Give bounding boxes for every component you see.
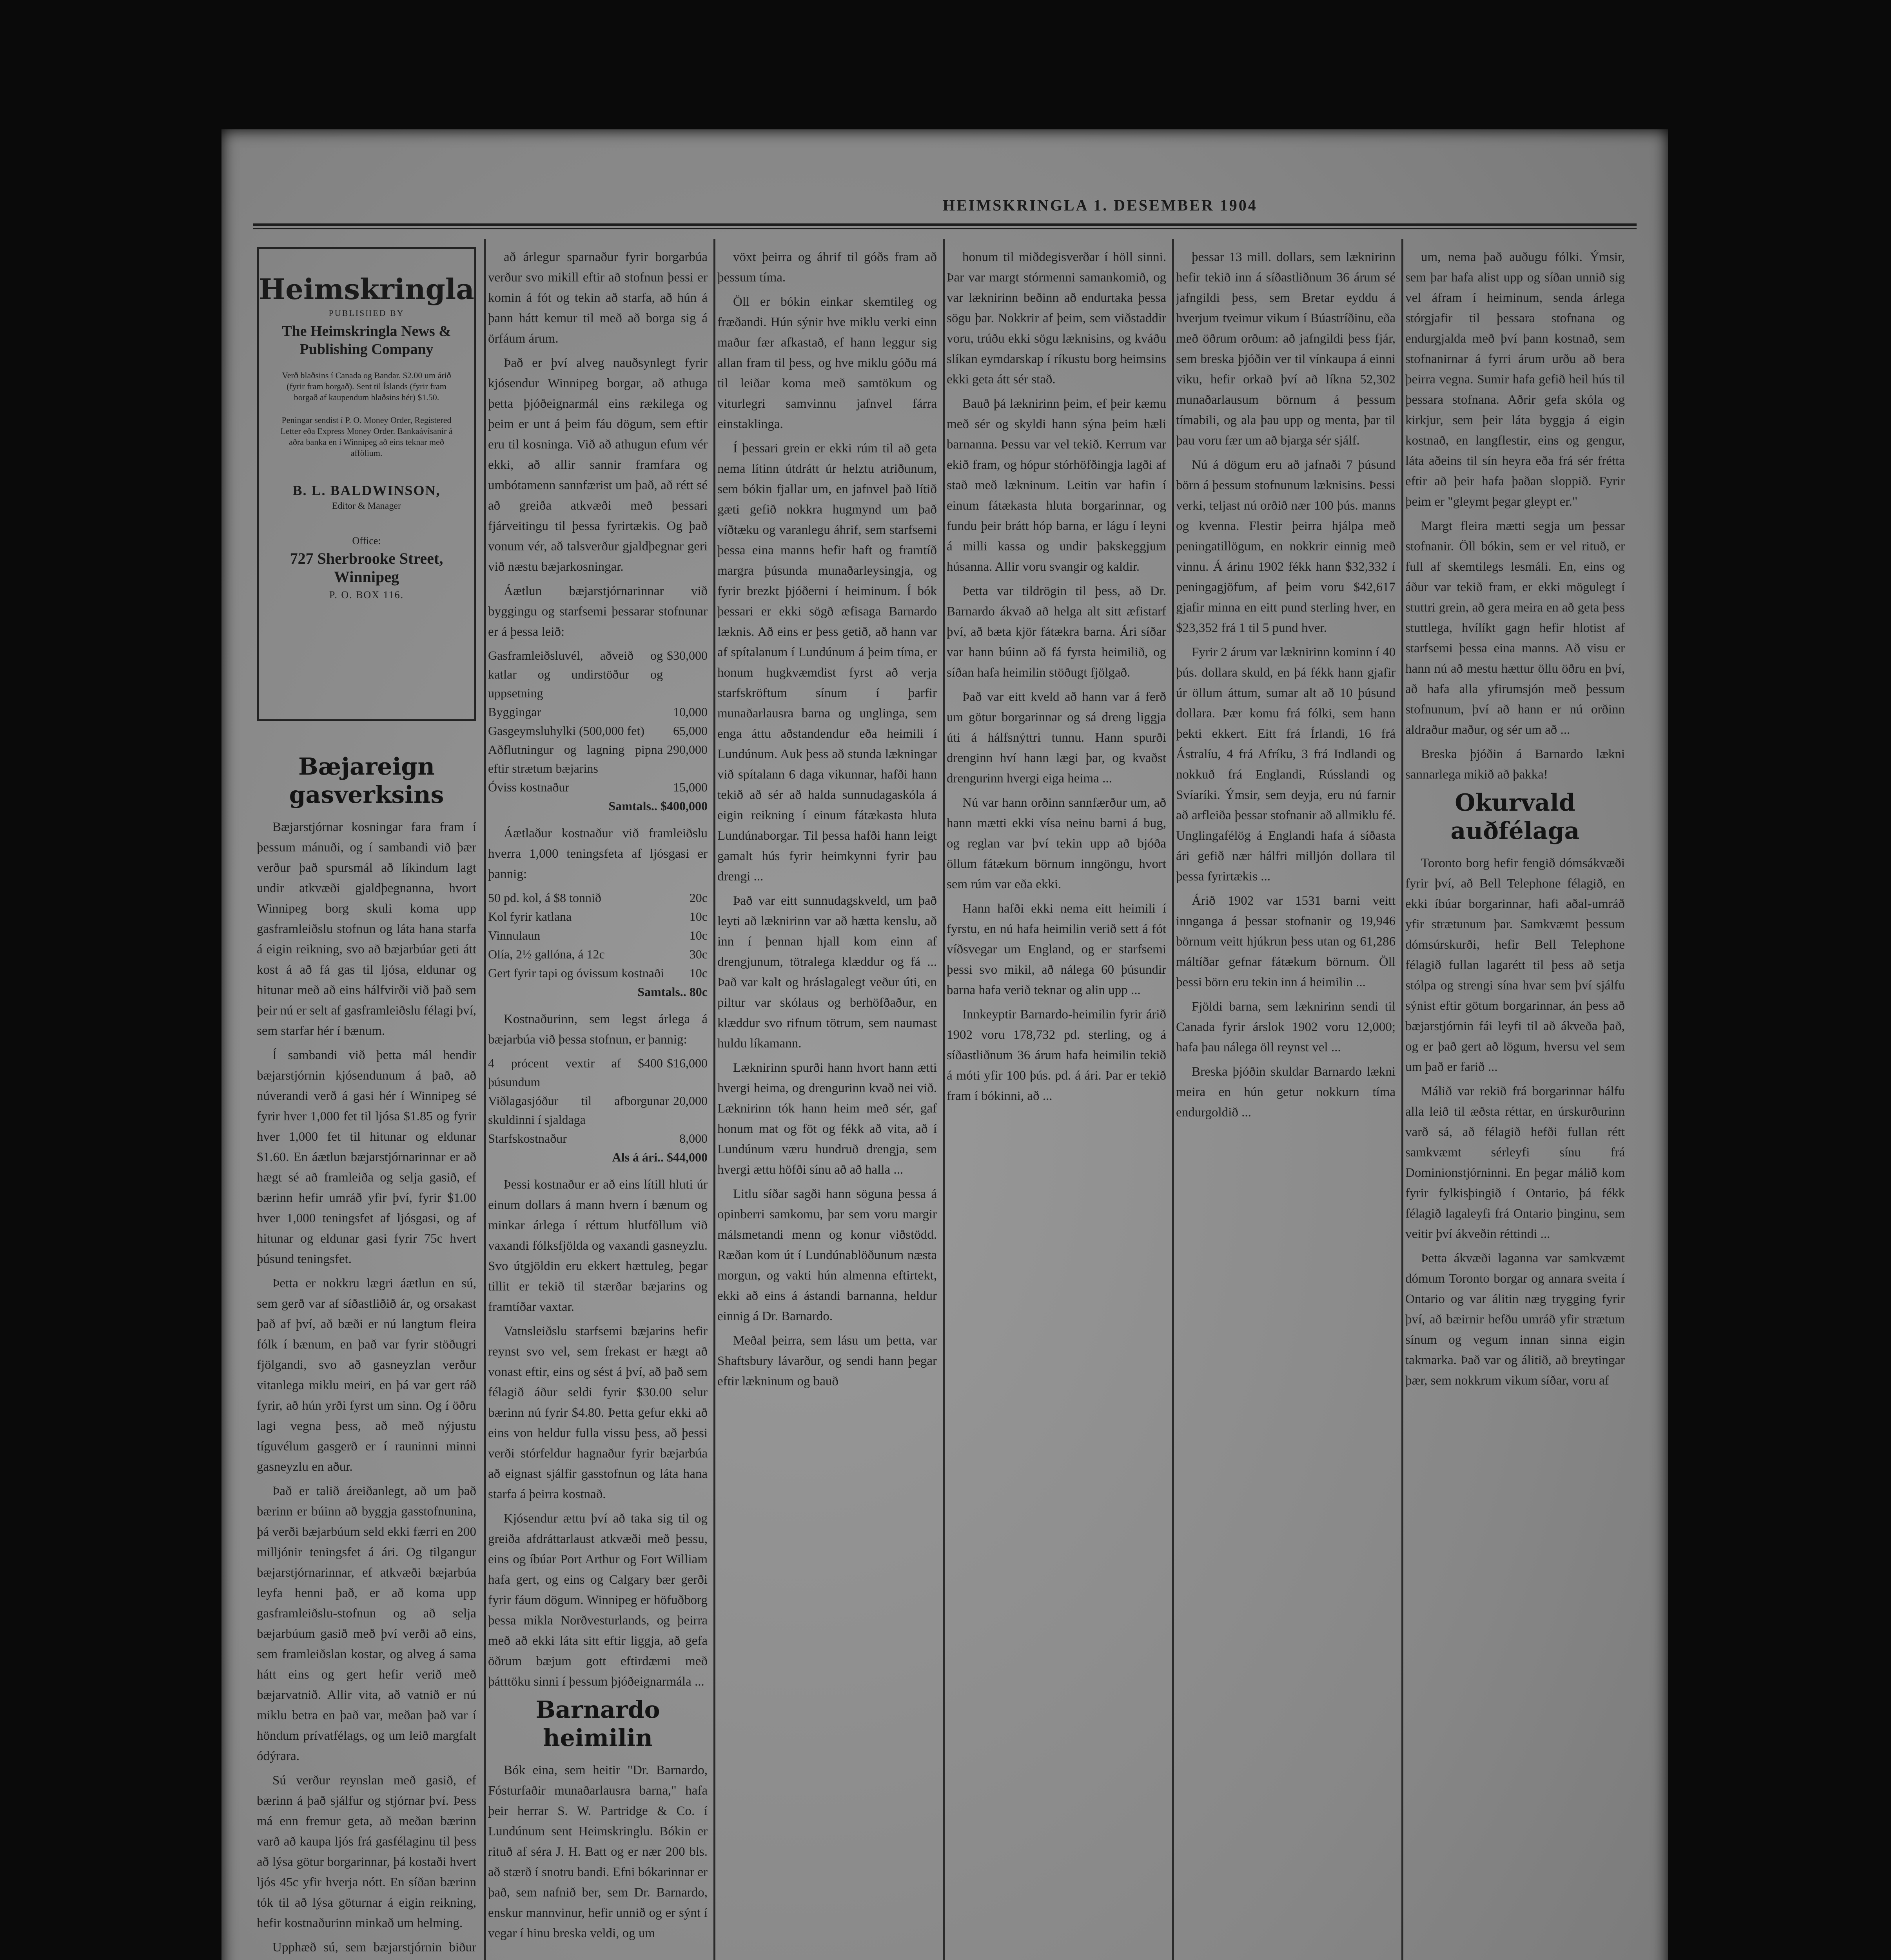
column-divider (1172, 239, 1174, 1960)
column-2-body-bottom (488, 1174, 708, 1692)
ledger-amount: 10c (689, 928, 708, 942)
ledger-row (488, 1129, 708, 1148)
paragraph: Fjöldi barna, sem læknirinn sendi til Canada fyrir árslok 1902 voru 12,000; hafa þau nálega öll reynst vel ... (1176, 1000, 1396, 1054)
paragraph: Breska þjóðin á Barnardo lækni sannarlega mikið að þakka! (1405, 747, 1625, 782)
article-heading-gasworks: Bæjareign gasverksins (289, 753, 444, 809)
column-1-body (257, 817, 476, 1960)
ledger-item: Viðlagasjóður til afborgunar skuldinni í sjaldaga (488, 1094, 669, 1127)
paragraph: Bauð þá læknirinn þeim, ef þeir kæmu með sér og skyldi hann sýna þeim hæli barnanna. Þessu var vel tekið. Kerrum var ekið fram, og hópur stórhöfðingja lagði af stað með lækninum. Leitin var hafin í einum fátækasta hluta borgarinnar, og fundu þeir brátt hóp barna, er lágu í leyni á milli kassa og undir þakskeggjum húsanna. Allir voru svangir og kaldir. (947, 397, 1166, 574)
paragraph: Þetta er nokkru lægri áætlun en sú, sem gerð var af síðastliðið ár, og orsakast það af því, að bæði er nú langtum fleira fólk í bænum, en það var fyrir stöðugri fjölgandi, svo að gasneyzlan verður vitanlega miklu meiri, en þá var gert ráð fyrir, að hún yrði fyrst um sinn. Og í öðru lagi vegna þess, að með nýjustu tíguvélum gasgerð er í rauninni minni gasneyzlu en aður. (257, 1276, 476, 1474)
column-6 (1405, 247, 1625, 1960)
column-2-body-top (488, 247, 708, 642)
masthead-publisher: The Heimskringla News & Publishing Company (282, 323, 451, 358)
ledger-item: Gasframleiðsluvél, aðveið og katlar og undirstöður og uppsetning (488, 648, 663, 700)
column-4-body (947, 247, 1166, 1106)
paragraph: Upphæð sú, sem bæjarstjórnin biður (272, 1940, 476, 1955)
column-5-body (1176, 247, 1396, 1123)
paragraph: Það var eitt sunnudagskveld, um það leyti að læknirinn var að hætta kenslu, að inn í þennan hjall kom einn af drengjunum, tötralega klæddur og fá ... Það var kalt og hráslagalegt veður úti, en piltur var skólaus og berhöfðaður, en klæddur svo rifnum tötrum, sem naumast huldu líkamann. (717, 894, 937, 1051)
ledger-amount: 30c (689, 947, 708, 961)
paragraph: Hann hafði ekki nema eitt heimili í fyrstu, en nú hafa heimilin verið sett á fót víðsvegar um England, og er starfsemi þessi svo mikil, að nálega 60 þúsundir barna hafa verið teknar og alin upp ... (947, 902, 1166, 997)
masthead-published-by: PUBLISHED BY (328, 308, 405, 318)
masthead-remittance: Peningar sendist í P. O. Money Order, Registered Letter eða Express Money Order. Bankaávísanir á aðra banka en í Winnipeg að eins teknar með affölium. (280, 415, 453, 458)
cost-ledger-construction (488, 646, 708, 815)
column-2-body-mid2 (488, 1009, 708, 1050)
ledger-amount: $30,000 (667, 648, 708, 662)
paragraph: Þetta ákvæði laganna var samkvæmt dómum Toronto borgar og annara sveita í Ontario og var álitin næg trygging fyrir því, að bæirnir hefðu umráð yfir strætum sínum og vegum innan sinna eigin takmarka. Það var og álitið, að breytingar þær, sem nokkrum vikum síðar, voru af (1405, 1251, 1625, 1388)
paragraph: Bæjarstjórnar kosningar fara fram í þessum mánuði, og í sambandi við þær verður það spursmál að líkindum lagt undir atkvæði gjaldþegnanna, hvort Winnipeg borg skuli koma upp gasframleiðslu stofnun og láta hana starfa á eigin reikning, svo að bæjarbúar geti átt kost á að fá gas til ljósa, eldunar og hitunar með að eins hálfvirði við það sem þeir nú er selt af gasframleiðslu félagi því, sem starfar hér í bænum. (257, 820, 476, 1038)
paragraph: Vatnsleiðslu starfsemi bæjarins hefir reynst svo vel, sem frekast er hægt að vonast eftir, eins og sést á því, að það sem félagið áður seldi fyrir $30.00 selur bærinn nú fyrir $4.80. Þetta gefur ekki að eins von heldur fulla vissu þess, að þessi verði stórfeldur hagnaður fyrir bæjarbúa að eignast sjálfir gasstofnun og láta hana starfa á þeirra kostnað. (488, 1324, 708, 1501)
ledger-item: Byggingar (488, 705, 541, 719)
paragraph: Kostnaðurinn, sem legst árlega á bæjarbúa við þessa stofnun, er þannig: (488, 1012, 708, 1047)
ledger-row (488, 740, 708, 778)
column-2 (488, 247, 708, 1960)
ledger-row (488, 778, 708, 797)
paragraph: honum til miðdegisverðar í höll sinni. Þar var margt stórmenni samankomið, og var læknirinn beðinn að endurtaka þessa sögu þar. Nokkrir af þeim, sem viðstaddir voru, trúðu ekki sögu læknisins, og kváðu slíkan eymdarskap í ríkustu borg heimsins ekki geta átt sér stað. (947, 250, 1166, 387)
column-divider (713, 239, 715, 1960)
ledger-row (488, 1091, 708, 1129)
paragraph: Sú verður reynslan með gasið, ef bærinn á það sjálfur og stjórnar því. Þess má enn fremur geta, að meðan bærinn varð að kaupa ljós frá gasfélaginu til þess að lýsa götur borgarinnar, þá kostaði hvert ljós 45c yfir hverja nótt. En síðan bærinn tók til að lýsa göturnar á eigin reikning, hefir kostnaðurinn minkað um helming. (257, 1773, 476, 1930)
ledger-item: Vinnulaun (488, 928, 541, 942)
ledger-row (488, 888, 708, 907)
ledger-amount: 10c (689, 966, 708, 980)
newspaper-page (221, 129, 1668, 1960)
paragraph: um, nema það auðugu fólki. Ýmsir, sem þar hafa alist upp og síðan unnið sig vel áfram í heiminum, senda árlega stórgjafir til þessara stofnana og endurgjalda með því þann kostnað, sem stofnanirnar á fyrri árum urðu að bera þeirra vegna. Sumir hafa gefið heil hús til þessara stofnana. Aðrir gefa skóla og kirkjur, sem þeir láta byggja á eigin kostnað, en langflestir, eins og gengur, láta aðeins til sín heyra eða frá sér frétta eftir að þeir hafa þaðan sloppið. Fyrir þeim er "gleymt þegar gleypt er." (1405, 250, 1625, 509)
masthead-office-label: Office: (352, 535, 381, 546)
paragraph: að árlegur sparnaður fyrir borgarbúa verður svo mikill eftir að stofnun þessi er komin á fót og tekin að starfa, að hún á þann hátt kemur til með að borga sig á örfáum árum. (488, 250, 708, 346)
ledger-item: Óviss kostnaður (488, 780, 570, 794)
paragraph: Árið 1902 var 1531 barni veitt innganga á þessar stofnanir og 19,946 börnum veitt hjúkrun þess utan og 61,286 máltíðar gefnar fátækum börnum. Öll þessi börn eru tekin inn á heimilin ... (1176, 894, 1396, 989)
top-rule (253, 223, 1637, 226)
top-rule-thin (253, 228, 1637, 229)
paragraph: Það er því alveg nauðsynlegt fyrir kjósendur Winnipeg borgar, að athuga þetta þjóðeignarmál eins rækilega og þeim er unt á þeim fáu dögum, sem eftir eru til kosninga. Við að athugun efum vér ekki, að allir sannir framfara og umbótamenn sannfærist um það, að rétt sé að greiða atkvæði með þessari fjárveitingu til þessa fyrirtækis. Og það vonum vér, að talsverður gjaldþegnar geri við næstu bæjarkosningar. (488, 356, 708, 574)
ledger-amount: 8,000 (679, 1131, 708, 1145)
ledger-item: Kol fyrir katlana (488, 909, 572, 924)
paragraph: Bók eina, sem heitir "Dr. Barnardo, Fósturfaðir munaðarlausra barna," hafa þeir herrar S. W. Partridge & Co. í Lundúnum sent Heimskringlu. Bókin er rituð af séra J. H. Batt og er nær 200 bls. að stærð í snotru bandi. Efni bókarinnar er það, sem nafnið ber, sem Dr. Barnardo, enskur mannvinur, hefir unnið og er sýnt í vegar í hinu breska veldi, og um (488, 1763, 708, 1940)
paragraph: Í þessari grein er ekki rúm til að geta nema lítinn útdrátt úr helztu atriðunum, sem bókin fjallar um, en jafnvel það lítið gæti gefið nokkra hugmynd um það víðtæku og varanlegu áhrif, sem starfsemi þessa eina manns hefir haft og framtíð margra þúsunda munaðarleysingja, og fyrir brezkt þjóðerni í heiminum. Í bók þessari er ekki sögð æfisaga Barnardo læknis. Að eins er þess getið, að hann var af spítalanum í Lundúnum á þeim tíma, er honum hugkvæmdist fyrst að verja starfskröftum sínum í þarfir munaðarlausra barna og unglinga, sem enga áttu aðstandendur eða heimili í Lundúnum. Auk þess að stunda lækningar við spítalann 6 daga vikunnar, hafði hann tekið að sér að halda sunnudagaskóla á eigin reikning í einum fátækasta hluta Lundúnaborgar. Til þessa hafði hann leigt gamalt hús fyrir heimkynni fyrir þau drengi ... (717, 441, 937, 884)
paragraph: Meðal þeirra, sem lásu um þetta, var Shaftsbury lávarður, og sendi hann þegar eftir lækninum og bauð (717, 1334, 937, 1388)
ledger-amount: 20,000 (673, 1094, 708, 1108)
column-1 (257, 749, 476, 1960)
paragraph: Áætlun bæjarstjórnarinnar við byggingu og starfsemi þessarar stofnunar er á þessa leið: (488, 584, 708, 639)
paragraph: vöxt þeirra og áhrif til góðs fram að þessum tíma. (717, 250, 937, 285)
ledger-total: Als á ári.. $44,000 (612, 1150, 708, 1164)
column-divider (1401, 239, 1403, 1960)
paragraph: Læknirinn spurði hann hvort hann ætti hvergi heima, og drengurinn kvað nei við. Læknirinn tók hann heim með sér, gaf honum mat og föt og fékk að vita, að í Lundúnum væru hundruð drengja, sem hvergi ættu höfði sínu að að halla ... (717, 1061, 937, 1177)
column-3-body (717, 247, 937, 1392)
masthead-title: Heimskringla (259, 272, 474, 306)
masthead (257, 247, 476, 721)
article-heading-barnardo: Barnardo heimilin (535, 1696, 660, 1752)
column-6-body-bottom (1405, 853, 1625, 1391)
ledger-item: Aðflutningur og lagning pipna eftir strætum bæjarins (488, 742, 663, 775)
cost-ledger-annual (488, 1054, 708, 1167)
column-3 (717, 247, 937, 1960)
paragraph: Þessi kostnaður er að eins lítill hluti úr einum dollars á mann hvern í bænum og minkar árlega í réttum hlutföllum við vaxandi fólksfjölda og vaxandi gasneyzlu. Svo útgjöldin eru ekkert hættuleg, þegar tillit er tekið til stærðar bæjarins og framtíðar vaxtar. (488, 1178, 708, 1314)
ledger-row (488, 646, 708, 702)
paragraph: Nú var hann orðinn sannfærður um, að hann mætti ekki vísa neinu barni á bug, og reglan var því tekin upp að bjóða öllum fátækum börnum inngöngu, hvort sem rúm var eða ekki. (947, 796, 1166, 891)
paragraph: Innkeyptir Barnardo-heimilin fyrir árið 1902 voru 178,732 pd. sterling, og á síðastliðnum 36 árum hafa heimilin tekið á móti yfir 100 þús. pd. á ári. Þar er tekið fram í bókinni, að ... (947, 1007, 1166, 1103)
ledger-amount: 65,000 (673, 724, 708, 738)
paragraph: Það er talið áreiðanlegt, að um það bærinn er búinn að byggja gasstofnunina, þá verði bæjarbúum seld ekki færri en 200 milljónir teningsfet á ári. Og tilgangur bæjarstjórnarinnar, ef atkvæði bæjarbúa leyfa henni það, er að koma upp gasframleiðslu-stofnun og að selja bæjarbúum gasið með því verði að eins, sem framleiðslan kostar, og alveg á sama hátt eins og gert hefir verið með bæjarvatnið. Allir vita, að vatnið er nú miklu betra en það var, meðan það var í höndum prívatfélags, og um leið margfalt ódýrara. (257, 1484, 476, 1763)
column-2-body-mid (488, 823, 708, 884)
paragraph: Öll er bókin einkar skemtileg og fræðandi. Hún sýnir hve miklu verki einn maður fær afkastað, ef hann leggur sig allan fram til þess, og hve miklu góðu má til leiðar koma með samtökum og viturlegri samvinnu jafnvel fárra einstaklinga. (717, 295, 937, 431)
paragraph: Litlu síðar sagði hann söguna þessa á opinberri samkomu, þar sem voru margir málsmetandi menn og konur viðstödd. Ræðan kom út í Lundúnablöðunum næsta morgun, og vakti hún almenna eftirtekt, ekki að eins á ástandi barnanna, heldur einnig á Dr. Barnardo. (717, 1187, 937, 1323)
article-heading-okurvald: Okurvald auðfélaga (1450, 789, 1580, 845)
paragraph: Málið var rekið frá borgarinnar hálfu alla leið til æðsta réttar, en úrskurðurinn varð sá, að félagið hefði fullan rétt samkvæmt sérleyfi sínu frá Dominionstjórninni. En þegar málið kom fyrir fylkisþingið í Ontario, þá fékk félagið lagaleyfi frá Ontario þinginu, sem veitir því ákveðin réttindi ... (1405, 1084, 1625, 1241)
paragraph: Toronto borg hefir fengið dómsákvæði fyrir því, að Bell Telephone félagið, en ekki íbúar borgarinnar, hafi aðal-umráð yfir strætunum þar. Samkvæmt þessum dómsúrskurði, hefir Bell Telephone félagið fullan lagarétt til þess að setja stólpa og strengi sína hvar sem því sjálfu sýnist eftir götum borgarinnar, án þess að bæjarstjórnin fái leyfi til að ákveða það, og er það gert að lögum, hversu vel sem um það er farið ... (1405, 856, 1625, 1074)
ledger-row (488, 907, 708, 926)
paragraph: þessar 13 mill. dollars, sem læknirinn hefir tekið inn á síðastliðnum 36 árum sé jafngildi þess, sem Bretar eyddu á hverjum tveimur vikum í Búastríðinu, eða með öðrum orðum: að jafngildi þess fjár, sem breska þjóðin ver til vínkaupa á einni viku, hefir orkað því að líkna 52,302 munaðarlausum börnum á þessum tímabili, og ala þau upp og menta, þar til þau voru fær um að bjarga sér sjálf. (1176, 250, 1396, 448)
column-divider (484, 239, 486, 1960)
ledger-row (488, 926, 708, 945)
ledger-item: Gert fyrir tapi og óvissum kostnaði (488, 966, 664, 980)
ledger-total: Samtals.. 80c (637, 985, 708, 999)
masthead-po-box: P. O. BOX 116. (329, 589, 404, 601)
ledger-row (488, 702, 708, 721)
ledger-row (488, 721, 708, 740)
paragraph: Kjósendur ættu því að taka sig til og greiða afdráttarlaust atkvæði með þessu, eins og íbúar Port Arthur og Fort William hafa gert, og eins og Calgary bær gerði fyrir fáum dögum. Winnipeg er höfuðborg þessa mikla Norðvesturlands, og þeirra með að ekki láta sitt eftir liggja, að gefa öðrum bæjum gott eftirdæmi með þátttöku sinni í þessum þjóðeignarmála ... (488, 1512, 708, 1689)
ledger-item: Starfskostnaður (488, 1131, 567, 1145)
column-2-body-barnardo (488, 1760, 708, 1944)
ledger-item: Olía, 2½ gallóna, á 12c (488, 947, 605, 961)
paragraph: Margt fleira mætti segja um þessar stofnanir. Öll bókin, sem er vel rituð, er full af skemtilegs lesmáli. En, eins og áður var tekið fram, er ekki mögulegt í stuttri grein, að gera meira en að geta þess stuttlega, hvílíkt gagn hefir hlotist af starfsemi þessa eina manns. Að visu er hann nú að mestu hættur öllu öðru en því, að hafa alla yfirumsjón með þessum stofnunum, því að hann er nú orðinn aldraður maður, og sér um að ... (1405, 519, 1625, 737)
column-5 (1176, 247, 1396, 1960)
ledger-row (488, 945, 708, 964)
ledger-item: Gasgeymsluhylki (500,000 fet) (488, 724, 645, 738)
cost-ledger-production (488, 888, 708, 1001)
ledger-amount: 15,000 (673, 780, 708, 794)
ledger-item: 50 pd. kol, á $8 tonnið (488, 891, 601, 905)
paragraph: Fyrir 2 árum var læknirinn kominn í 40 þús. dollara skuld, en þá fékk hann gjafir úr öllum áttum, sumar alt að 10 þúsund dollara. Þær komu frá fólki, sem hann þekti ekkert. Eitt frá Írlandi, 16 frá Ástralíu, 4 frá Afríku, 3 frá Indlandi og nokkuð frá Englandi, Rússlandi og Svíaríki. Ýmsir, sem deyja, eru nú farnir að arfleiða þessar stofnanir að allmiklu fé. Unglingafélög á Englandi hafa á síðasta ári gefið nær hálfri milljón dollara til þessa fyrirtækis ... (1176, 645, 1396, 884)
masthead-office-address: 727 Sherbrooke Street, Winnipeg (290, 550, 443, 586)
ledger-item: 4 prócent vextir af $400 þúsundum (488, 1056, 663, 1089)
ledger-amount: 20c (689, 891, 708, 905)
running-head: HEIMSKRINGLA 1. DESEMBER 1904 (943, 196, 1258, 214)
column-6-body-top (1405, 247, 1625, 785)
masthead-editor: B. L. BALDWINSON, (292, 483, 441, 498)
ledger-amount: $16,000 (667, 1056, 708, 1070)
paragraph: Nú á dögum eru að jafnaði 7 þúsund börn á þessum stofnunum læknisins. Þessi verki, teljast nú orðið nær 100 þús. manns og kvenna. Flestir þeirra hjálpa með peningatillögum, en nokkrir einnig með vinnu. Á árinu 1902 fékk hann $32,332 í peningagjöfum, af þeim voru $42,617 gjafir minna en eitt pund sterling hver, en $23,352 frá 1 til 5 pund hver. (1176, 458, 1396, 635)
masthead-editor-role: Editor & Manager (332, 501, 401, 511)
paragraph: Breska þjóðin skuldar Barnardo lækni meira en hún getur nokkurn tíma endurgoldið ... (1176, 1065, 1396, 1120)
paragraph: Áætlaður kostnaður við framleiðslu hverra 1,000 teningsfeta af ljósgasi er þannig: (488, 826, 708, 881)
ledger-amount: 10,000 (673, 705, 708, 719)
ledger-row (488, 1054, 708, 1091)
paragraph: Þetta var tildrögin til þess, að Dr. Barnardo ákvað að helga alt sitt æfistarf því, að bæta kjör fátækra barna. Ári síðar var hann búinn að fá fyrsta heimilið, og síðan hafa heimilin stöðugt fjölgað. (947, 584, 1166, 680)
ledger-row (488, 964, 708, 982)
ledger-amount: 10c (689, 909, 708, 924)
ledger-amount: 290,000 (667, 742, 708, 757)
ledger-total: Samtals.. $400,000 (608, 799, 708, 813)
column-divider (943, 239, 945, 1960)
column-4 (947, 247, 1166, 1960)
masthead-subscription: Verð blaðsins í Canada og Bandar. $2.00 um árið (fyrir fram borgað). Sent til Íslands (fyrir fram borgað af kaupendum blaðsins hér) $1.50. (282, 370, 451, 402)
paragraph: Í sambandi við þetta mál hendir bæjarstjórnin kjósendunum á það, að núverandi verð á gasi hér í Winnipeg sé fyrir hver 1,000 fet til ljósa $1.85 og fyrir hver 1,000 fet til hitunar og eldunar $1.60. En áætlun bæjarstjórnarinnar er að hægt sé að framleiða og selja gasið, ef bærinn hefir umráð yfir því, fyrir $1.00 hver 1,000 teningsfet af ljósgasi, og af hitunar og eldunar gasi fyrir 75c hvert þúsund teningsfet. (257, 1048, 476, 1266)
paragraph: Það var eitt kveld að hann var á ferð um götur borgarinnar og sá dreng liggja úti á hálfsnýttri tunnu. Hann spurði drenginn hví hann lægi þar, og kvaðst drengurinn hvergi eiga heima ... (947, 690, 1166, 786)
